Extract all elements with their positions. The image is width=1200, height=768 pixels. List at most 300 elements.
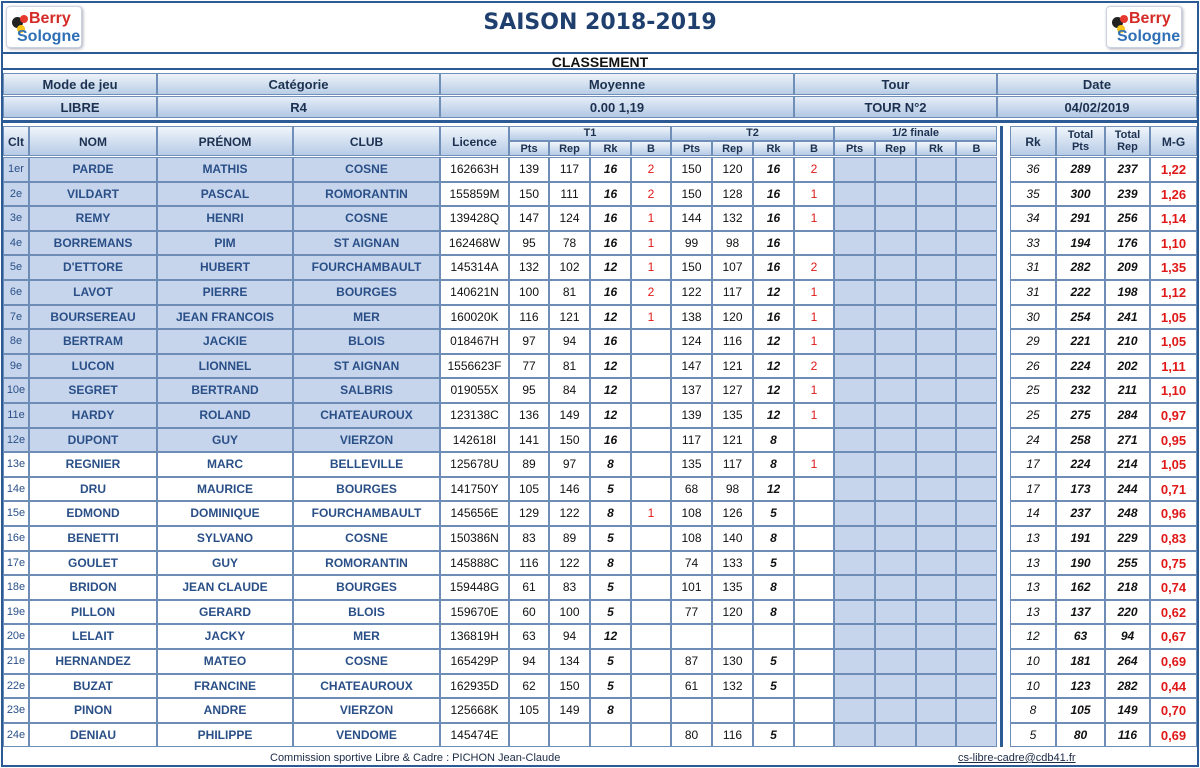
t1-pts-cell: 105 [509,698,549,723]
finale-cell [956,526,997,551]
rk-total-cell: 26 [1010,354,1056,379]
finale-cell [956,157,997,182]
finale-cell [834,526,875,551]
club-cell: COSNE [293,206,440,231]
nom-cell: LAVOT [29,280,157,305]
total-rep-cell: 198 [1105,280,1150,305]
finale-cell [916,698,956,723]
total-rep-cell: 244 [1105,477,1150,502]
club-cell: ST AIGNAN [293,231,440,256]
licence-cell: 140621N [440,280,509,305]
subcol-rk: Rk [916,141,956,156]
rank-cell: 5e [3,255,29,280]
col-rk-total: Rk [1010,126,1056,156]
nom-cell: DRU [29,477,157,502]
prenom-cell: MAURICE [157,477,293,502]
t1-rep-cell: 150 [549,428,590,453]
t2-rk-cell: 5 [753,674,794,699]
prenom-cell: PASCAL [157,182,293,207]
finale-cell [875,698,916,723]
prenom-cell: GERARD [157,600,293,625]
licence-cell: 018467H [440,329,509,354]
t2-pts-cell: 108 [671,501,712,526]
t2-pts-cell: 150 [671,157,712,182]
t2-b-cell: 2 [794,255,834,280]
t2-b-cell: 1 [794,206,834,231]
total-rep-label-2: Rep [1117,141,1138,153]
subcol-rk: Rk [753,141,794,156]
finale-cell [916,575,956,600]
rank-cell: 13e [3,452,29,477]
mg-cell: 1,22 [1150,157,1197,182]
total-rep-cell: 214 [1105,452,1150,477]
finale-cell [956,206,997,231]
licence-cell: 145888C [440,551,509,576]
date-value: 04/02/2019 [997,96,1197,118]
t1-pts-cell: 95 [509,378,549,403]
t2-rk-cell: 12 [753,280,794,305]
prenom-cell: JEAN CLAUDE [157,575,293,600]
t2-pts-cell: 144 [671,206,712,231]
footer-email[interactable]: cs-libre-cadre@cdb41.fr [958,752,1076,764]
t2-rep-cell: 117 [712,280,753,305]
t1-rep-cell: 81 [549,354,590,379]
t2-rk-cell: 16 [753,255,794,280]
mode-value: LIBRE [3,96,157,118]
t1-rep-cell: 150 [549,674,590,699]
t1-b-cell [631,698,671,723]
t1-b-cell: 1 [631,255,671,280]
mg-cell: 0,74 [1150,575,1197,600]
prenom-cell: MATHIS [157,157,293,182]
rk-total-cell: 24 [1010,428,1056,453]
finale-cell [916,452,956,477]
club-cell: FOURCHAMBAULT [293,255,440,280]
finale-cell [916,526,956,551]
mg-cell: 0,69 [1150,723,1197,748]
t1-pts-cell [509,723,549,748]
t2-rk-cell: 16 [753,182,794,207]
total-pts-cell: 224 [1056,452,1105,477]
rk-total-cell: 13 [1010,575,1056,600]
col-club: CLUB [293,126,440,156]
total-rep-cell: 94 [1105,624,1150,649]
t2-rep-cell: 116 [712,329,753,354]
page-title: SAISON 2018-2019 [483,10,717,35]
t2-rk-cell: 16 [753,231,794,256]
t2-rk-cell: 12 [753,477,794,502]
t1-rk-cell: 16 [590,280,631,305]
t1-pts-cell: 116 [509,551,549,576]
licence-cell: 139428Q [440,206,509,231]
finale-cell [834,600,875,625]
total-pts-cell: 80 [1056,723,1105,748]
t2-b-cell: 1 [794,280,834,305]
t1-rep-cell: 117 [549,157,590,182]
prenom-cell: HUBERT [157,255,293,280]
total-pts-cell: 275 [1056,403,1105,428]
finale-cell [875,723,916,748]
finale-cell [916,723,956,748]
mg-cell: 1,35 [1150,255,1197,280]
prenom-cell: ROLAND [157,403,293,428]
t2-b-cell: 2 [794,157,834,182]
t2-rep-cell: 130 [712,649,753,674]
total-pts-cell: 291 [1056,206,1105,231]
nom-cell: BENETTI [29,526,157,551]
subcol-rep: Rep [875,141,916,156]
mg-cell: 1,26 [1150,182,1197,207]
finale-cell [956,354,997,379]
licence-cell: 136819H [440,624,509,649]
t1-rk-cell [590,723,631,748]
t2-rk-cell: 8 [753,526,794,551]
club-cell: BOURGES [293,280,440,305]
t2-rk-cell: 8 [753,428,794,453]
total-rep-cell: 255 [1105,551,1150,576]
t1-rep-cell: 122 [549,501,590,526]
nom-cell: HARDY [29,403,157,428]
t1-b-cell [631,723,671,748]
finale-cell [875,649,916,674]
finale-cell [916,403,956,428]
t2-pts-cell [671,624,712,649]
subcol-b: B [956,141,997,156]
t1-rk-cell: 8 [590,551,631,576]
t1-b-cell: 2 [631,157,671,182]
finale-cell [956,600,997,625]
mg-cell: 1,12 [1150,280,1197,305]
t2-pts-cell: 99 [671,231,712,256]
club-cell: CHATEAUROUX [293,403,440,428]
rk-total-cell: 34 [1010,206,1056,231]
t2-rep-cell [712,698,753,723]
finale-cell [956,305,997,330]
t1-pts-cell: 94 [509,649,549,674]
t1-rep-cell: 121 [549,305,590,330]
t1-b-cell [631,575,671,600]
rank-cell: 11e [3,403,29,428]
t1-rep-cell: 111 [549,182,590,207]
mg-cell: 0,75 [1150,551,1197,576]
nom-cell: LELAIT [29,624,157,649]
finale-cell [875,280,916,305]
finale-cell [916,428,956,453]
finale-cell [916,378,956,403]
finale-cell [916,649,956,674]
t1-pts-cell: 141 [509,428,549,453]
finale-cell [956,280,997,305]
t1-rep-cell: 97 [549,452,590,477]
nom-cell: VILDART [29,182,157,207]
nom-cell: DENIAU [29,723,157,748]
total-rep-cell: 239 [1105,182,1150,207]
prenom-cell: SYLVANO [157,526,293,551]
rank-cell: 7e [3,305,29,330]
finale-cell [834,452,875,477]
t2-rep-cell: 140 [712,526,753,551]
total-rep-cell: 149 [1105,698,1150,723]
t2-b-cell: 1 [794,403,834,428]
moyenne-value: 0.00 1,19 [440,96,794,118]
finale-cell [916,255,956,280]
t1-rep-cell: 94 [549,624,590,649]
group-t2: T2 [671,126,834,141]
t2-b-cell [794,600,834,625]
licence-cell: 160020K [440,305,509,330]
t2-b-cell: 1 [794,452,834,477]
t1-pts-cell: 150 [509,182,549,207]
t2-b-cell [794,231,834,256]
finale-cell [875,157,916,182]
finale-cell [956,575,997,600]
finale-cell [834,428,875,453]
club-cell: CHATEAUROUX [293,674,440,699]
t1-rk-cell: 12 [590,354,631,379]
total-rep-cell: 202 [1105,354,1150,379]
classement-title: CLASSEMENT [3,52,1197,70]
prenom-cell: MARC [157,452,293,477]
t1-pts-cell: 139 [509,157,549,182]
finale-cell [834,378,875,403]
rk-total-cell: 35 [1010,182,1056,207]
t2-pts-cell: 87 [671,649,712,674]
logo-left: Berry Sologne [6,6,82,48]
t2-b-cell [794,501,834,526]
t1-rep-cell: 102 [549,255,590,280]
mg-cell: 0,62 [1150,600,1197,625]
prenom-cell: HENRI [157,206,293,231]
mg-cell: 1,11 [1150,354,1197,379]
t1-b-cell [631,354,671,379]
t2-rk-cell: 8 [753,575,794,600]
finale-cell [875,674,916,699]
finale-cell [834,255,875,280]
t2-rk-cell: 5 [753,501,794,526]
t2-b-cell: 1 [794,182,834,207]
t2-rk-cell [753,624,794,649]
t2-pts-cell: 138 [671,305,712,330]
finale-cell [875,231,916,256]
t2-rk-cell: 12 [753,403,794,428]
t1-rk-cell: 12 [590,403,631,428]
t2-pts-cell: 135 [671,452,712,477]
t2-pts-cell: 147 [671,354,712,379]
t1-rk-cell: 12 [590,305,631,330]
finale-cell [956,723,997,748]
finale-cell [875,551,916,576]
prenom-cell: PHILIPPE [157,723,293,748]
rk-total-cell: 8 [1010,698,1056,723]
total-rep-cell: 241 [1105,305,1150,330]
total-rep-cell: 218 [1105,575,1150,600]
total-pts-cell: 63 [1056,624,1105,649]
t2-rep-cell: 116 [712,723,753,748]
finale-cell [956,674,997,699]
club-cell: VIERZON [293,428,440,453]
t1-rep-cell: 149 [549,698,590,723]
rank-cell: 16e [3,526,29,551]
t2-rk-cell: 8 [753,452,794,477]
t1-rk-cell: 5 [590,600,631,625]
total-rep-cell: 271 [1105,428,1150,453]
finale-cell [875,329,916,354]
t1-pts-cell: 89 [509,452,549,477]
finale-cell [834,157,875,182]
finale-cell [875,255,916,280]
logo-right: Berry Sologne [1106,6,1182,48]
t1-pts-cell: 61 [509,575,549,600]
rank-cell: 8e [3,329,29,354]
t1-pts-cell: 105 [509,477,549,502]
nom-cell: DUPONT [29,428,157,453]
categorie-header: Catégorie [157,73,440,95]
t2-rep-cell: 127 [712,378,753,403]
divider [3,120,1197,123]
nom-cell: EDMOND [29,501,157,526]
nom-cell: REGNIER [29,452,157,477]
rank-cell: 15e [3,501,29,526]
t2-pts-cell: 124 [671,329,712,354]
total-pts-cell: 191 [1056,526,1105,551]
finale-cell [916,182,956,207]
rk-total-cell: 14 [1010,501,1056,526]
licence-cell: 162663H [440,157,509,182]
subcol-rep: Rep [712,141,753,156]
nom-cell: HERNANDEZ [29,649,157,674]
rank-cell: 24e [3,723,29,748]
licence-cell: 142618I [440,428,509,453]
t2-rk-cell: 5 [753,551,794,576]
finale-cell [956,501,997,526]
col-total-rep [1105,126,1150,156]
finale-cell [916,624,956,649]
rk-total-cell: 17 [1010,477,1056,502]
t2-rep-cell: 121 [712,428,753,453]
rk-total-cell: 31 [1010,255,1056,280]
t2-rk-cell: 5 [753,723,794,748]
col-licence: Licence [440,126,509,156]
finale-cell [875,305,916,330]
t1-pts-cell: 97 [509,329,549,354]
rank-cell: 12e [3,428,29,453]
t1-b-cell: 2 [631,182,671,207]
total-rep-cell: 256 [1105,206,1150,231]
t2-rep-cell: 117 [712,452,753,477]
finale-cell [916,329,956,354]
prenom-cell: JACKIE [157,329,293,354]
t1-rep-cell: 124 [549,206,590,231]
t2-rep-cell: 132 [712,674,753,699]
club-cell: ST AIGNAN [293,354,440,379]
col-prenom: PRÉNOM [157,126,293,156]
total-pts-cell: 254 [1056,305,1105,330]
t1-b-cell [631,551,671,576]
nom-cell: PARDE [29,157,157,182]
rank-cell: 3e [3,206,29,231]
t1-rk-cell: 16 [590,428,631,453]
t2-rep-cell: 120 [712,157,753,182]
prenom-cell: PIM [157,231,293,256]
licence-cell: 159670E [440,600,509,625]
rank-cell: 23e [3,698,29,723]
rk-total-cell: 25 [1010,403,1056,428]
mg-cell: 0,83 [1150,526,1197,551]
t1-rk-cell: 5 [590,526,631,551]
t1-rk-cell: 16 [590,329,631,354]
t1-rk-cell: 8 [590,501,631,526]
rk-total-cell: 33 [1010,231,1056,256]
finale-cell [956,378,997,403]
mg-cell: 1,05 [1150,305,1197,330]
group-finale: 1/2 finale [834,126,997,141]
licence-cell: 125668K [440,698,509,723]
t1-pts-cell: 147 [509,206,549,231]
t1-rep-cell: 89 [549,526,590,551]
t1-b-cell [631,674,671,699]
finale-cell [834,551,875,576]
t1-rk-cell: 12 [590,378,631,403]
total-pts-cell: 123 [1056,674,1105,699]
t1-b-cell: 1 [631,206,671,231]
t2-pts-cell: 137 [671,378,712,403]
t1-pts-cell: 116 [509,305,549,330]
rank-cell: 22e [3,674,29,699]
total-rep-cell: 211 [1105,378,1150,403]
prenom-cell: BERTRAND [157,378,293,403]
t2-rep-cell: 135 [712,575,753,600]
total-rep-cell: 220 [1105,600,1150,625]
t1-rk-cell: 5 [590,477,631,502]
finale-cell [956,182,997,207]
prenom-cell: PIERRE [157,280,293,305]
t1-b-cell: 2 [631,280,671,305]
t1-pts-cell: 62 [509,674,549,699]
finale-cell [834,231,875,256]
club-cell: MER [293,624,440,649]
total-rep-cell: 237 [1105,157,1150,182]
rk-total-cell: 25 [1010,378,1056,403]
prenom-cell: ANDRE [157,698,293,723]
club-cell: COSNE [293,157,440,182]
total-rep-cell: 176 [1105,231,1150,256]
t2-pts-cell: 122 [671,280,712,305]
rk-total-cell: 13 [1010,551,1056,576]
moyenne-header: Moyenne [440,73,794,95]
total-rep-cell: 248 [1105,501,1150,526]
nom-cell: GOULET [29,551,157,576]
finale-cell [956,649,997,674]
t1-b-cell [631,649,671,674]
total-pts-cell: 105 [1056,698,1105,723]
t1-pts-cell: 83 [509,526,549,551]
nom-cell: SEGRET [29,378,157,403]
t1-rk-cell: 16 [590,182,631,207]
t2-rep-cell: 121 [712,354,753,379]
club-cell: BLOIS [293,329,440,354]
total-pts-cell: 222 [1056,280,1105,305]
group-t1: T1 [509,126,671,141]
rk-total-cell: 29 [1010,329,1056,354]
t1-b-cell [631,378,671,403]
rank-cell: 17e [3,551,29,576]
t2-pts-cell: 68 [671,477,712,502]
licence-cell: 159448G [440,575,509,600]
date-header: Date [997,73,1197,95]
col-mg: M-G [1150,126,1197,156]
t1-pts-cell: 95 [509,231,549,256]
tour-value: TOUR N°2 [794,96,997,118]
